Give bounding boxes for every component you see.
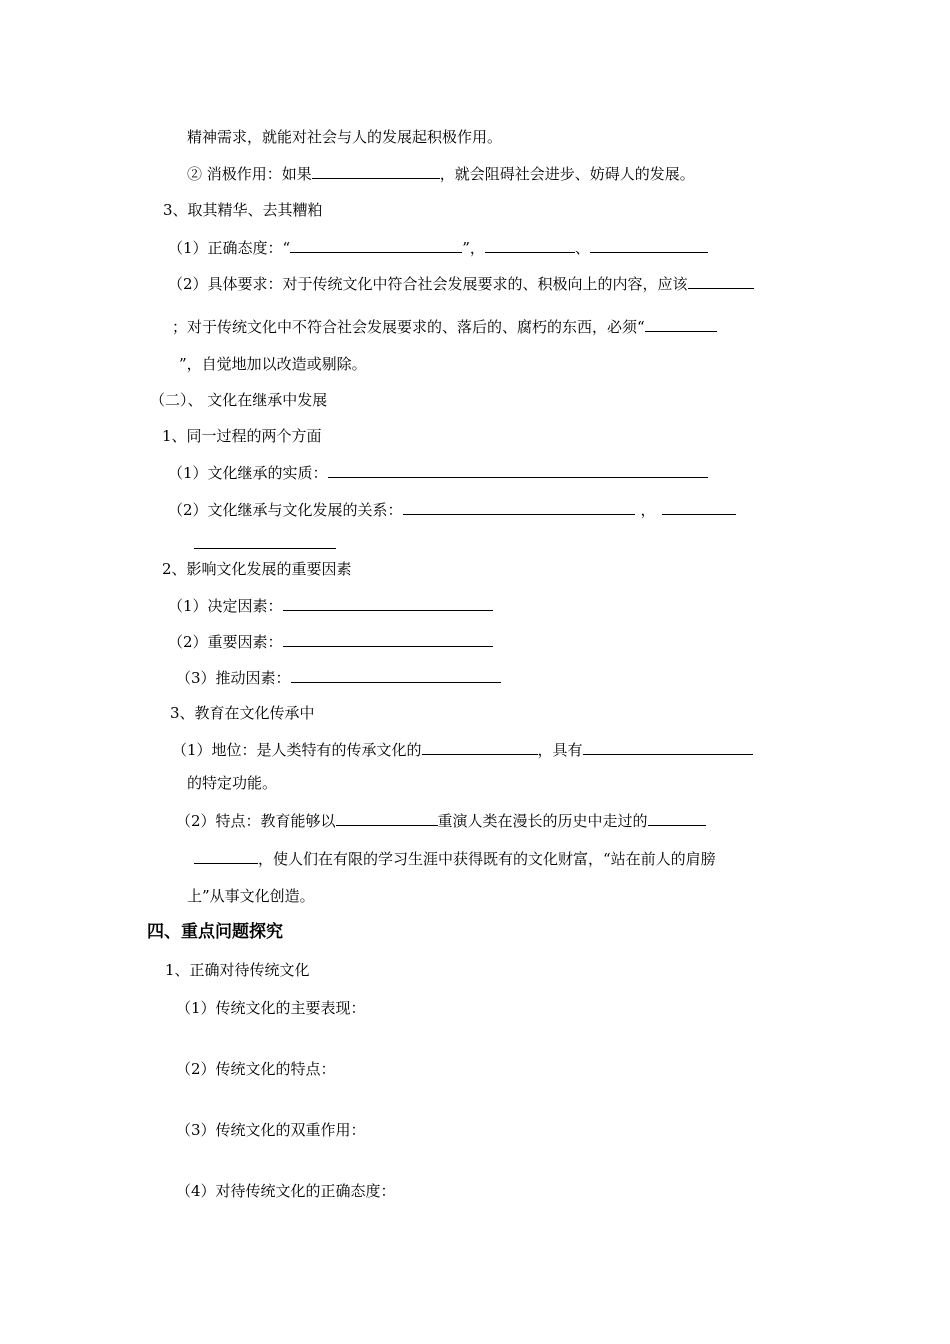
text: 重演人类在漫长的历史中走过的 (437, 812, 648, 830)
text-line (168, 499, 736, 520)
fill-blank[interactable] (291, 667, 501, 683)
fill-blank[interactable] (422, 739, 538, 755)
text-line (176, 1059, 336, 1079)
fill-blank[interactable] (312, 163, 440, 179)
fill-blank[interactable] (336, 810, 438, 826)
fill-blank[interactable] (283, 595, 493, 611)
text-line (176, 810, 706, 831)
text: （3）传统文化的双重作用： (176, 1121, 366, 1139)
text: （3）推动因素： (176, 669, 291, 687)
text: （1）正确态度：“ (168, 239, 291, 257)
text: 2、影响文化发展的重要因素 (162, 560, 352, 578)
text: （2）特点：教育能够以 (176, 812, 336, 830)
fill-blank[interactable] (403, 499, 635, 515)
text: ， (640, 501, 656, 519)
text-line (179, 354, 367, 374)
text-line (176, 667, 501, 688)
fill-blank[interactable] (645, 316, 717, 332)
text-line (168, 631, 493, 652)
text: ”，自觉地加以改造或剔除。 (179, 355, 367, 373)
page-title (147, 922, 283, 942)
text-line (187, 886, 315, 906)
text-line (187, 127, 502, 147)
text-line (194, 848, 716, 869)
section-heading (162, 559, 352, 579)
text: （4）对待传统文化的正确态度： (176, 1182, 396, 1200)
text-line (172, 739, 753, 760)
text: （1）传统文化的主要表现： (176, 999, 366, 1017)
section-heading (165, 960, 310, 980)
text-line (194, 533, 336, 554)
text: （二）、 文化在继承中发展 (150, 391, 328, 409)
fill-blank[interactable] (590, 237, 708, 253)
text: （1）决定因素： (168, 597, 283, 615)
text: （1）地位：是人类特有的传承文化的 (172, 741, 422, 759)
text: （2）文化继承与文化发展的关系： (168, 501, 403, 519)
fill-blank[interactable] (583, 739, 753, 755)
text-line (168, 462, 708, 483)
text: ，具有 (537, 741, 583, 759)
text-line (168, 595, 493, 616)
text: ② 消极作用：如果 (187, 165, 312, 183)
section-heading (170, 703, 315, 723)
text: ，就会阻碍社会进步、妨碍人的发展。 (439, 165, 695, 183)
text: 、 (574, 239, 590, 257)
text: 3、取其精华、去其糟粕 (163, 201, 323, 219)
text: ，使人们在有限的学习生涯中获得既有的文化财富，“站在前人的肩膀 (258, 850, 716, 868)
fill-blank[interactable] (290, 237, 462, 253)
text: ；对于传统文化中不符合社会发展要求的、落后的、腐朽的东西，必须“ (172, 318, 645, 336)
fill-blank[interactable] (648, 810, 706, 826)
text-line (176, 1181, 396, 1201)
text: 四、重点问题探究 (147, 922, 283, 942)
text-line (187, 163, 695, 184)
text: 精神需求，就能对社会与人的发展起积极作用。 (187, 128, 503, 146)
fill-blank[interactable] (194, 848, 258, 864)
fill-blank[interactable] (485, 237, 575, 253)
fill-blank[interactable] (688, 273, 754, 289)
text: （1）文化继承的实质： (168, 464, 328, 482)
section-heading (150, 390, 327, 410)
text-line (176, 1120, 366, 1140)
text: （2）传统文化的特点： (176, 1060, 336, 1078)
text: （2）具体要求：对于传统文化中符合社会发展要求的、积极向上的内容，应该 (168, 275, 688, 293)
fill-blank[interactable] (328, 462, 708, 478)
text: 1、同一过程的两个方面 (162, 427, 322, 445)
text: ”， (462, 239, 485, 257)
text: 的特定功能。 (187, 774, 278, 792)
fill-blank[interactable] (662, 499, 736, 515)
text: 上”从事文化创造。 (187, 887, 315, 905)
text: （2）重要因素： (168, 633, 283, 651)
text-line (168, 237, 708, 258)
text: 3、教育在文化传承中 (170, 704, 315, 722)
text-line (168, 273, 754, 294)
section-heading (163, 200, 323, 220)
fill-blank[interactable] (194, 533, 336, 549)
text-line (176, 998, 366, 1018)
fill-blank[interactable] (283, 631, 493, 647)
text-line (172, 316, 717, 337)
text-line (187, 773, 277, 793)
section-heading (162, 426, 322, 446)
text: 1、正确对待传统文化 (165, 961, 310, 979)
